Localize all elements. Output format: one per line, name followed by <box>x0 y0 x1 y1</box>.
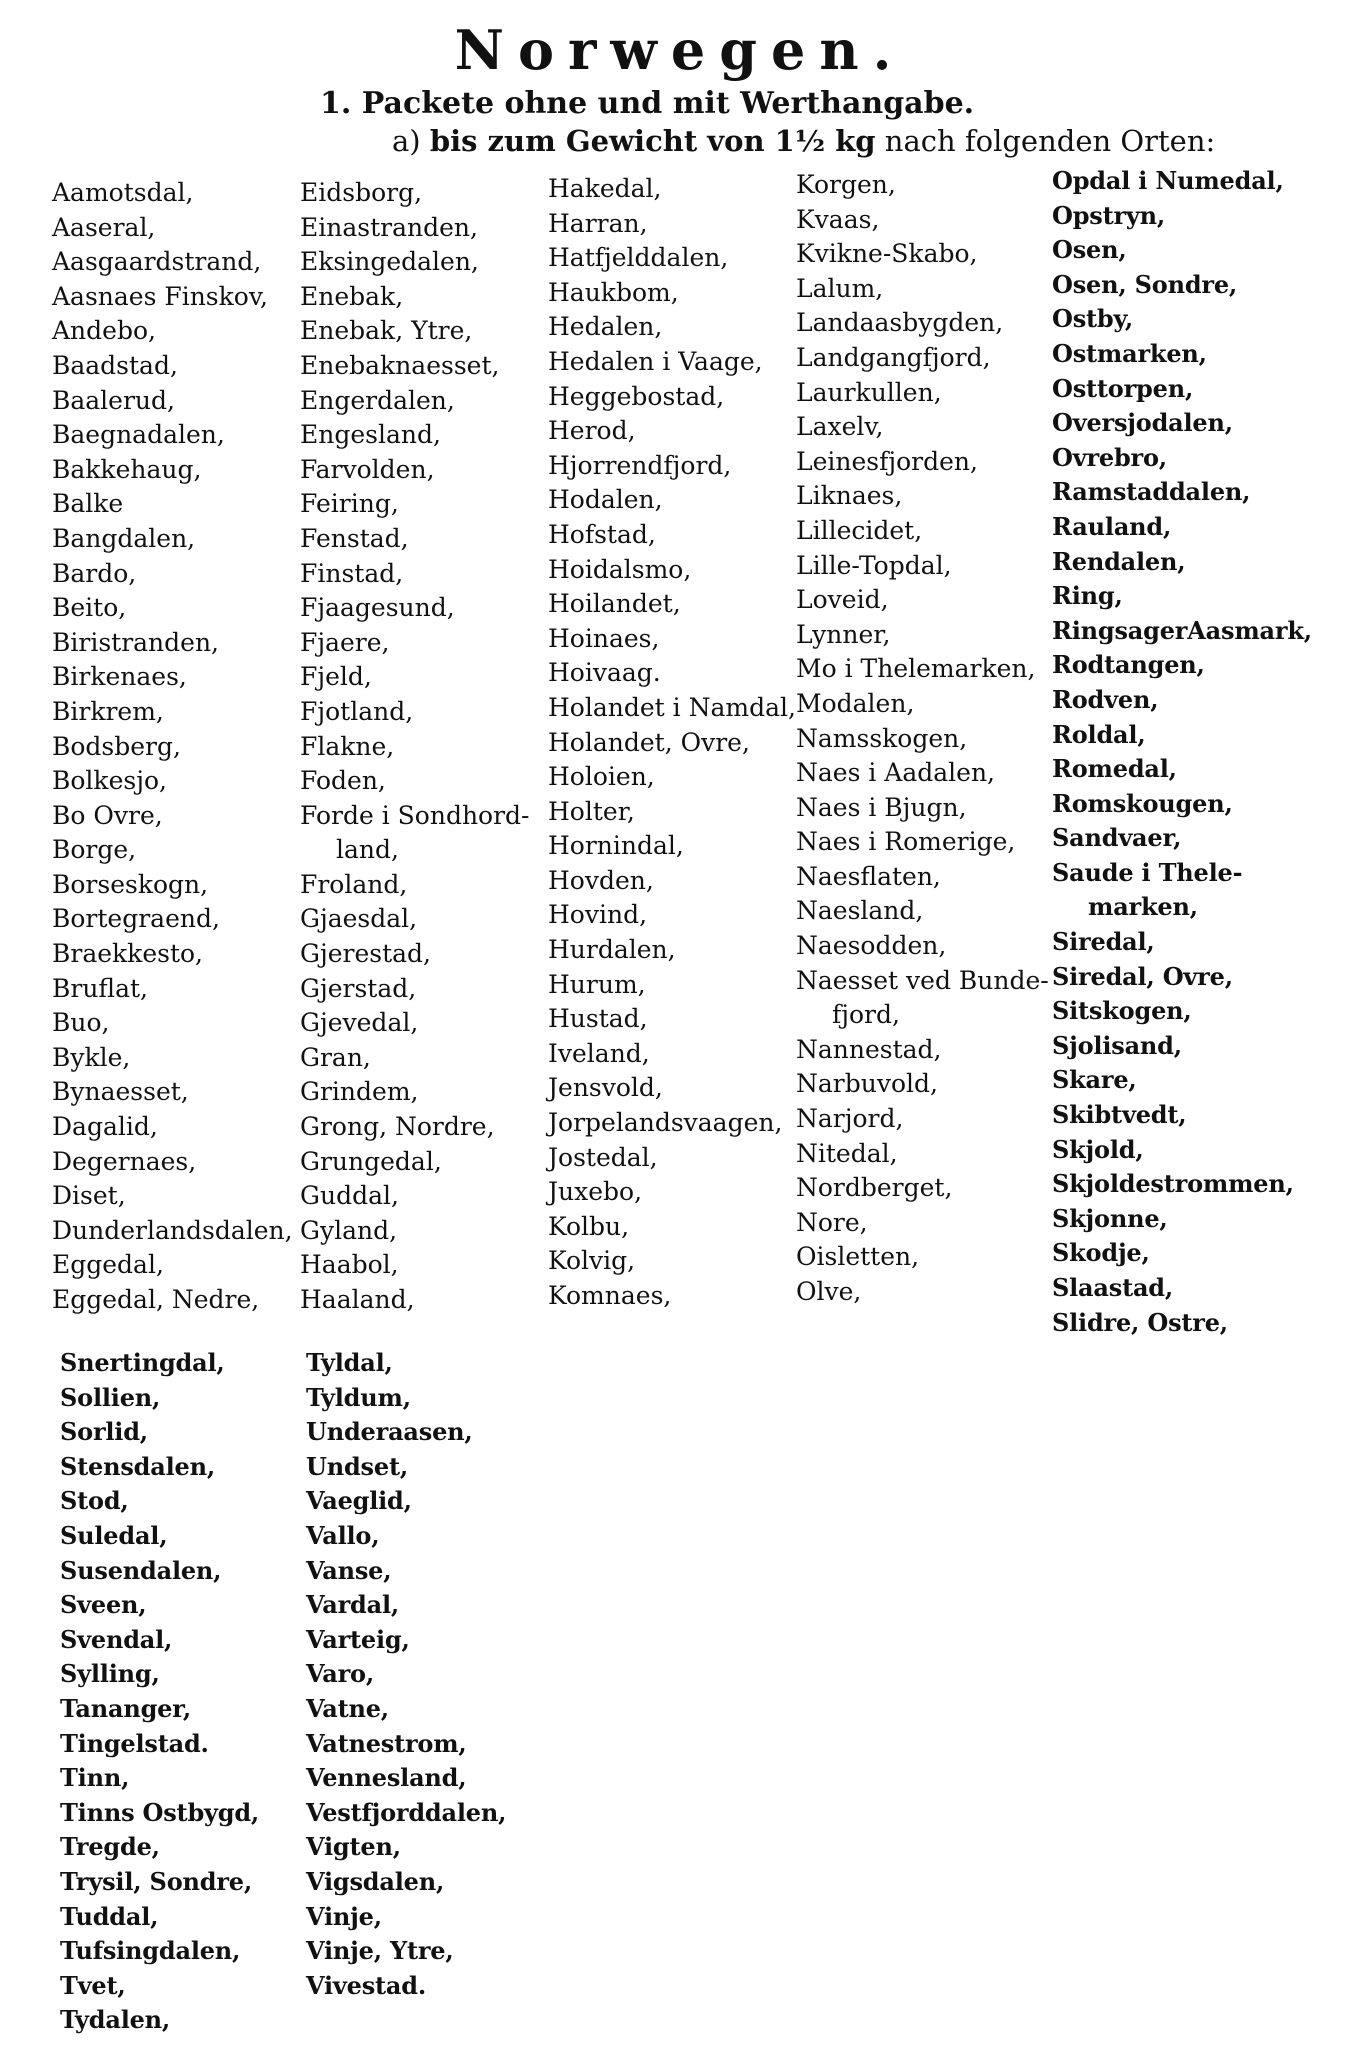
place-name: Tuddal, <box>60 1901 159 1931</box>
place-name: Degernaes, <box>52 1146 197 1176</box>
place-name: Loveid, <box>796 585 889 615</box>
place-name: Fenstad, <box>300 523 409 553</box>
place-name: Eidsborg, <box>300 178 423 207</box>
place-name: Skodje, <box>1052 1238 1150 1268</box>
place-name: Vardal, <box>306 1590 400 1620</box>
place-name: Jorpelandsvaagen, <box>548 1108 783 1138</box>
place-name: Naesset ved Bunde- <box>796 965 1049 995</box>
place-name: Saude i Thele- <box>1052 857 1243 887</box>
place-name: Naesflaten, <box>796 861 941 891</box>
place-name: Tyldal, <box>306 1348 393 1377</box>
place-name: Fjeld, <box>300 662 372 692</box>
place-name: Bolkesjo, <box>52 766 167 796</box>
place-name: Jostedal, <box>548 1142 658 1172</box>
place-name: Ostmarken, <box>1052 338 1207 368</box>
place-name: Haabol, <box>300 1250 399 1280</box>
section-heading: 1. Packete ohne und mit Werthangabe. <box>320 86 975 121</box>
place-name: Hoidalsmo, <box>548 554 692 584</box>
place-name: Osen, Sondre, <box>1052 269 1238 299</box>
place-name: Hoivaag. <box>548 658 661 688</box>
place-name: Haukbom, <box>548 277 679 307</box>
place-name: Olve, <box>796 1277 862 1306</box>
place-name: Enebak, <box>300 281 404 311</box>
place-name: Skjonne, <box>1052 1203 1168 1233</box>
place-name: Underaasen, <box>306 1417 473 1447</box>
place-name: Roldal, <box>1052 719 1146 749</box>
place-column-6 <box>60 1346 259 2038</box>
place-name: Ramstaddalen, <box>1052 477 1251 507</box>
place-name: Hoilandet, <box>548 589 681 619</box>
place-name: Holoien, <box>548 762 655 792</box>
place-name: Bruflat, <box>52 973 148 1003</box>
place-name: Bynaesset, <box>52 1077 189 1107</box>
place-name: Skibtvedt, <box>1052 1100 1187 1130</box>
place-name: Vivestad. <box>306 1970 427 2000</box>
place-name: Siredal, Ovre, <box>1052 961 1233 991</box>
place-name: Slidre, Ostre, <box>1052 1307 1228 1337</box>
place-name: Korgen, <box>796 170 896 199</box>
place-name: Engerdalen, <box>300 385 455 415</box>
place-name: Romskougen, <box>1052 788 1233 818</box>
place-name: Hustad, <box>548 1004 648 1034</box>
place-name: Vanse, <box>306 1555 392 1585</box>
place-name: Dagalid, <box>52 1112 158 1142</box>
place-name: Forde i Sondhord- <box>300 800 530 830</box>
place-name: Landaasbygden, <box>796 308 1004 338</box>
place-name: Trysil, Sondre, <box>60 1866 253 1896</box>
place-name: Gran, <box>300 1042 371 1072</box>
place-name: Grong, Nordre, <box>300 1112 495 1142</box>
place-name: Varteig, <box>306 1624 410 1654</box>
place-name: Tvet, <box>60 1970 126 2000</box>
place-name: Snertingdal, <box>60 1348 225 1377</box>
place-column-7 <box>306 1346 506 2003</box>
place-name: Ring, <box>1052 581 1123 611</box>
place-name: Rodven, <box>1052 684 1159 714</box>
place-name: Vaeglid, <box>306 1486 412 1516</box>
place-name: Svendal, <box>60 1624 173 1654</box>
place-name: Feiring, <box>300 489 399 519</box>
place-name: Aasnaes Finskov, <box>52 281 268 311</box>
place-name: Stensdalen, <box>60 1451 215 1481</box>
place-name: Hurum, <box>548 969 646 999</box>
place-name: Landgangfjord, <box>796 342 991 372</box>
place-name: Hjorrendfjord, <box>548 450 732 480</box>
place-name: Grindem, <box>300 1077 419 1107</box>
place-name: Sylling, <box>60 1659 160 1689</box>
subsection-rest: nach folgenden Orten: <box>884 124 1216 158</box>
place-name: Braekkesto, <box>52 939 203 969</box>
place-name: RingsagerAasmark, <box>1052 615 1312 645</box>
place-name: Sitskogen, <box>1052 996 1192 1026</box>
place-name: Narjord, <box>796 1104 904 1134</box>
place-name: Fjotland, <box>300 696 414 726</box>
place-name: Vigten, <box>306 1832 401 1862</box>
place-name: Tufsingdalen, <box>60 1936 241 1966</box>
place-name: Naes i Bjugn, <box>796 792 967 822</box>
place-name: Vatnestrom, <box>306 1728 467 1758</box>
place-name: Varo, <box>306 1659 374 1689</box>
place-name: marken, <box>1088 892 1198 922</box>
place-name: Hedalen i Vaage, <box>548 346 763 376</box>
place-name: Oisletten, <box>796 1242 920 1272</box>
place-name: Kvaas, <box>796 204 880 234</box>
place-name: Balke <box>52 489 124 519</box>
place-name: Opdal i Numedal, <box>1052 166 1284 195</box>
place-column-2 <box>300 176 530 1318</box>
place-name: Vatne, <box>306 1693 389 1723</box>
place-name: Lynner, <box>796 619 891 649</box>
place-name: Osen, <box>1052 235 1127 265</box>
place-name: Vestfjorddalen, <box>306 1797 507 1827</box>
place-name: Hornindal, <box>548 831 684 861</box>
place-name: Nore, <box>796 1207 868 1237</box>
place-name: Baalerud, <box>52 385 175 415</box>
place-name: Rendalen, <box>1052 546 1186 576</box>
place-name: Kolbu, <box>548 1211 630 1241</box>
place-name: Lillecidet, <box>796 515 923 545</box>
place-name: Birkenaes, <box>52 662 187 692</box>
place-name: Bangdalen, <box>52 523 196 553</box>
place-name: Leinesfjorden, <box>796 446 978 476</box>
place-name: Gjevedal, <box>300 1008 419 1038</box>
place-name: Beito, <box>52 593 127 623</box>
place-name: Naes i Romerige, <box>796 827 1016 857</box>
place-column-5 <box>1052 164 1312 1340</box>
place-name: Buo, <box>52 1008 110 1038</box>
place-name: Bykle, <box>52 1042 131 1072</box>
place-name: Vallo, <box>306 1520 380 1550</box>
place-name: Bo Ovre, <box>52 800 163 830</box>
place-name: Bakkehaug, <box>52 454 202 484</box>
place-name: Slaastad, <box>1052 1273 1174 1302</box>
place-name: Eggedal, Nedre, <box>52 1285 260 1314</box>
place-column-3 <box>548 172 796 1314</box>
place-name: Hoinaes, <box>548 623 660 653</box>
subsection-label: a) <box>392 124 421 158</box>
place-name: Flakne, <box>300 731 395 761</box>
place-name: Vennesland, <box>306 1763 467 1793</box>
place-name: Borge, <box>52 835 137 865</box>
place-name: Tinn, <box>60 1763 130 1793</box>
place-name: Foden, <box>300 766 386 796</box>
place-name: Eggedal, <box>52 1250 164 1280</box>
place-name: Holandet, Ovre, <box>548 727 750 757</box>
place-name: Modalen, <box>796 688 915 718</box>
place-name: Hodalen, <box>548 485 663 515</box>
place-name: Gjerstad, <box>300 973 417 1003</box>
place-name: Skjoldestrommen, <box>1052 1169 1294 1199</box>
place-name: Dunderlandsdalen, <box>52 1215 293 1245</box>
place-name: Vinje, <box>306 1901 382 1931</box>
place-name: Naesodden, <box>796 931 947 961</box>
place-name: Tydalen, <box>60 2005 171 2035</box>
place-name: Osttorpen, <box>1052 373 1194 403</box>
place-name: Aamotsdal, <box>52 178 194 207</box>
place-name: Einastranden, <box>300 212 478 242</box>
place-name: Biristranden, <box>52 627 219 657</box>
place-name: Heggebostad, <box>548 381 725 411</box>
place-name: Birkrem, <box>52 696 164 726</box>
place-name: Nordberget, <box>796 1173 953 1203</box>
place-name: Susendalen, <box>60 1555 222 1585</box>
place-name: Baadstad, <box>52 350 178 380</box>
place-name: Vinje, Ytre, <box>306 1936 454 1966</box>
place-name: Kolvig, <box>548 1246 636 1276</box>
place-name: Holter, <box>548 796 635 826</box>
place-name: Nannestad, <box>796 1034 942 1064</box>
place-name: Nitedal, <box>796 1138 898 1168</box>
place-name: Enebaknaesset, <box>300 350 500 380</box>
place-name: Ovrebro, <box>1052 442 1167 472</box>
place-name: Eksingedalen, <box>300 247 479 277</box>
place-name: Gjaesdal, <box>300 904 418 934</box>
place-name: Hatfjelddalen, <box>548 243 729 273</box>
place-name: Mo i Thelemarken, <box>796 654 1036 684</box>
place-name: Froland, <box>300 869 408 899</box>
place-name: Oversjodalen, <box>1052 408 1233 438</box>
place-name: Enebak, Ytre, <box>300 316 473 346</box>
place-name: Herod, <box>548 416 636 446</box>
place-name: Skjold, <box>1052 1134 1144 1164</box>
place-name: Aasgaardstrand, <box>52 247 262 277</box>
place-name: Hovind, <box>548 900 648 930</box>
place-name: Bortegraend, <box>52 904 220 934</box>
place-name: Sveen, <box>60 1590 147 1620</box>
place-name: Tyldum, <box>306 1382 411 1412</box>
place-name: Naesland, <box>796 896 924 926</box>
place-name: Gyland, <box>300 1215 398 1245</box>
weight-limit: bis zum Gewicht von 1½ kg <box>429 124 876 158</box>
place-name: Hovden, <box>548 865 654 895</box>
place-name: Bodsberg, <box>52 731 181 761</box>
place-name: Tinns Ostbygd, <box>60 1797 260 1827</box>
place-name: Hofstad, <box>548 519 656 549</box>
place-name: Jensvold, <box>548 1073 663 1103</box>
place-name: Haaland, <box>300 1285 415 1314</box>
place-name: Tingelstad. <box>60 1728 209 1758</box>
place-name: Tananger, <box>60 1693 192 1723</box>
place-name: Suledal, <box>60 1520 168 1550</box>
place-name: Undset, <box>306 1451 408 1481</box>
place-name: Laxelv, <box>796 412 884 442</box>
place-name: Vigsdalen, <box>306 1866 445 1896</box>
place-name: Liknaes, <box>796 481 903 511</box>
place-name: Finstad, <box>300 558 404 588</box>
place-name: Diset, <box>52 1181 126 1211</box>
place-name: Hakedal, <box>548 174 662 203</box>
place-name: Fjaagesund, <box>300 593 455 623</box>
place-name: Sjolisand, <box>1052 1030 1182 1060</box>
place-name: fjord, <box>832 1000 900 1030</box>
place-name: Sandvaer, <box>1052 823 1182 853</box>
place-name: Opstryn, <box>1052 200 1166 230</box>
place-name: Rauland, <box>1052 511 1172 541</box>
place-name: Aaseral, <box>52 212 156 242</box>
place-name: Komnaes, <box>548 1281 672 1310</box>
place-name: Gjerestad, <box>300 939 431 969</box>
place-name: Rodtangen, <box>1052 650 1205 680</box>
place-name: Engesland, <box>300 420 441 450</box>
place-name: Romedal, <box>1052 754 1177 784</box>
place-column-1 <box>52 176 293 1318</box>
place-name: Kvikne-Skabo, <box>796 239 978 269</box>
place-name: Juxebo, <box>548 1177 643 1207</box>
place-name: Sorlid, <box>60 1417 148 1447</box>
place-name: Hurdalen, <box>548 935 676 965</box>
place-name: Namsskogen, <box>796 723 968 753</box>
place-name: Siredal, <box>1052 927 1155 957</box>
place-name: Guddal, <box>300 1181 399 1211</box>
place-name: Sollien, <box>60 1382 161 1412</box>
place-name: Ostby, <box>1052 304 1134 334</box>
place-column-4 <box>796 168 1049 1310</box>
place-name: Iveland, <box>548 1038 650 1068</box>
place-name: Farvolden, <box>300 454 435 484</box>
place-name: Grungedal, <box>300 1146 442 1176</box>
place-name: Lille-Topdal, <box>796 550 952 580</box>
place-name: Fjaere, <box>300 627 390 657</box>
place-name: land, <box>336 835 399 865</box>
place-name: Borseskogn, <box>52 869 209 899</box>
place-name: Tregde, <box>60 1832 160 1862</box>
place-name: Andebo, <box>52 316 156 346</box>
place-name: Naes i Aadalen, <box>796 758 995 788</box>
place-name: Baegnadalen, <box>52 420 225 450</box>
subsection-heading <box>392 124 1215 158</box>
place-name: Lalum, <box>796 273 884 303</box>
page-title: Norwegen. <box>454 18 906 82</box>
place-name: Harran, <box>548 208 648 238</box>
place-name: Stod, <box>60 1486 129 1516</box>
place-name: Laurkullen, <box>796 377 942 407</box>
place-name: Narbuvold, <box>796 1069 938 1099</box>
place-name: Holandet i Namdal, <box>548 692 796 722</box>
place-name: Bardo, <box>52 558 137 588</box>
place-name: Skare, <box>1052 1065 1137 1095</box>
place-name: Hedalen, <box>548 312 663 342</box>
